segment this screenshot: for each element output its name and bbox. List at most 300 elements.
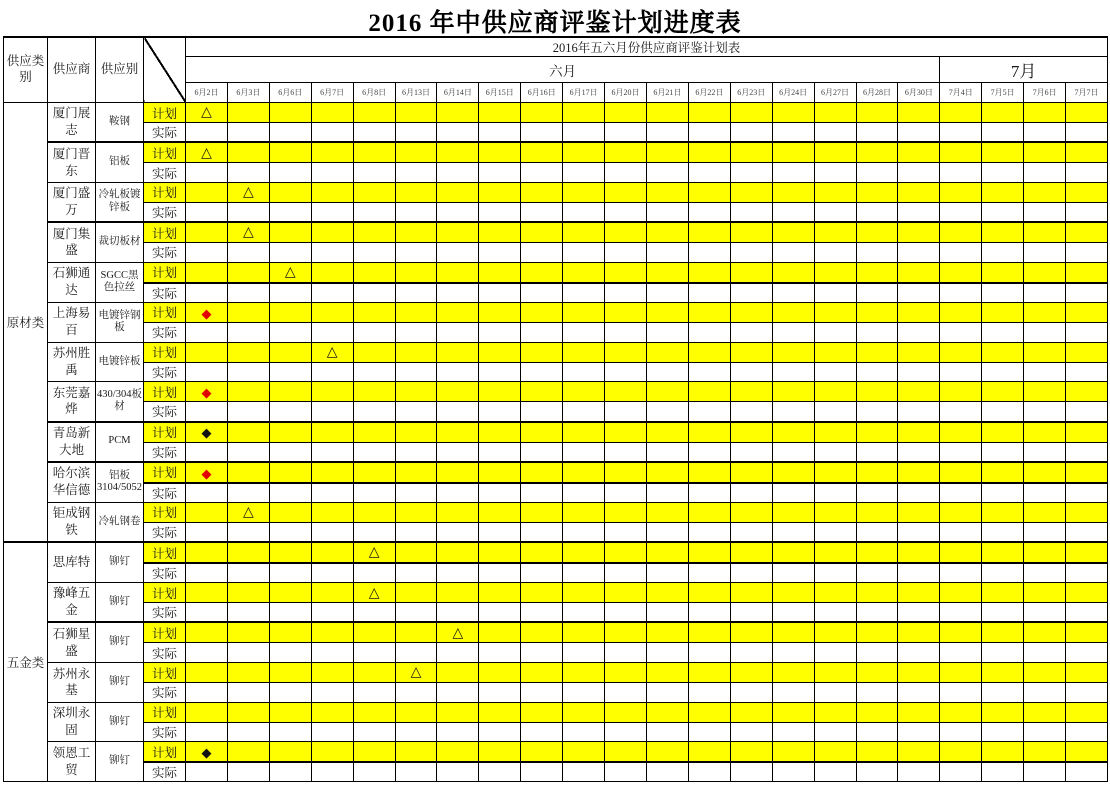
schedule-cell: [898, 742, 940, 763]
schedule-cell: [227, 603, 269, 623]
schedule-cell: [437, 362, 479, 382]
date-header: 6月28日: [856, 83, 898, 103]
schedule-cell: [1024, 182, 1066, 202]
supplier-row-actual: [4, 202, 1108, 222]
schedule-cell: [479, 182, 521, 202]
schedule-cell: [1024, 483, 1066, 503]
schedule-cell: [605, 483, 647, 503]
schedule-cell: [521, 262, 563, 283]
schedule-cell: [227, 563, 269, 583]
schedule-cell: [437, 683, 479, 703]
schedule-cell: [269, 442, 311, 462]
schedule-cell: [982, 563, 1024, 583]
supplier-row-plan: [4, 262, 1108, 283]
schedule-cell: [646, 442, 688, 462]
schedule-cell: [772, 103, 814, 123]
schedule-cell: [521, 422, 563, 443]
supplier-row-actual: [4, 402, 1108, 422]
schedule-cell: [730, 603, 772, 623]
schedule-cell: [940, 362, 982, 382]
schedule-cell: [940, 643, 982, 663]
schedule-cell: [437, 182, 479, 202]
schedule-cell: [186, 702, 228, 722]
schedule-cell: [395, 483, 437, 503]
schedule-cell: [646, 462, 688, 483]
schedule-cell: [605, 302, 647, 322]
schedule-cell: [940, 683, 982, 703]
actual-label-cell: 实际: [144, 522, 186, 542]
schedule-cell: [688, 522, 730, 542]
schedule-cell: [898, 442, 940, 462]
schedule-cell: [563, 342, 605, 362]
schedule-cell: [353, 422, 395, 443]
schedule-cell: [898, 702, 940, 722]
schedule-cell: [646, 402, 688, 422]
date-header: 6月17日: [563, 83, 605, 103]
schedule-cell: [227, 142, 269, 163]
diamond-marker-icon: ◆: [201, 385, 212, 401]
schedule-cell: [814, 262, 856, 283]
date-header: 6月22日: [688, 83, 730, 103]
schedule-cell: [311, 163, 353, 183]
schedule-cell: [311, 402, 353, 422]
schedule-cell: [1066, 262, 1108, 283]
schedule-cell: [688, 483, 730, 503]
schedule-cell: [353, 182, 395, 202]
triangle-marker-icon: △: [368, 545, 380, 561]
schedule-cell: [730, 442, 772, 462]
schedule-cell: [227, 502, 269, 522]
schedule-cell: [1066, 222, 1108, 243]
plan-label-cell: 计划: [144, 342, 186, 362]
schedule-cell: [186, 163, 228, 183]
schedule-cell: [688, 583, 730, 603]
schedule-cell: [1066, 142, 1108, 163]
schedule-cell: [186, 742, 228, 763]
schedule-cell: [730, 342, 772, 362]
schedule-cell: [1024, 262, 1066, 283]
schedule-cell: [1024, 362, 1066, 382]
schedule-cell: [563, 382, 605, 402]
schedule-cell: [311, 483, 353, 503]
schedule-cell: [688, 123, 730, 143]
schedule-cell: [898, 182, 940, 202]
schedule-cell: [898, 663, 940, 683]
schedule-cell: [940, 322, 982, 342]
schedule-cell: [395, 222, 437, 243]
schedule-cell: [1066, 243, 1108, 263]
schedule-cell: [1066, 603, 1108, 623]
schedule-cell: [353, 742, 395, 763]
schedule-cell: [437, 522, 479, 542]
schedule-cell: [437, 663, 479, 683]
schedule-cell: [688, 762, 730, 782]
schedule-cell: [646, 603, 688, 623]
schedule-cell: [1024, 163, 1066, 183]
schedule-cell: [353, 683, 395, 703]
schedule-cell: [1066, 683, 1108, 703]
schedule-cell: [1066, 382, 1108, 402]
schedule-cell: [186, 583, 228, 603]
schedule-cell: [563, 422, 605, 443]
supplier-row-actual: [4, 283, 1108, 303]
schedule-cell: [814, 382, 856, 402]
schedule-cell: [940, 302, 982, 322]
schedule-cell: [269, 342, 311, 362]
schedule-cell: [856, 283, 898, 303]
schedule-cell: [940, 622, 982, 643]
schedule-cell: [479, 483, 521, 503]
schedule-cell: [479, 442, 521, 462]
schedule-cell: [563, 283, 605, 303]
schedule-cell: [1066, 322, 1108, 342]
schedule-cell: [437, 722, 479, 742]
schedule-cell: [1066, 583, 1108, 603]
corner-header-0: 供应类别: [4, 37, 48, 103]
schedule-table: [3, 36, 1108, 782]
schedule-cell: [856, 603, 898, 623]
schedule-cell: [856, 502, 898, 522]
schedule-cell: [772, 563, 814, 583]
schedule-cell: [605, 382, 647, 402]
schedule-cell: [395, 583, 437, 603]
schedule-cell: [814, 462, 856, 483]
schedule-cell: [982, 202, 1024, 222]
schedule-cell: [605, 643, 647, 663]
schedule-cell: [772, 603, 814, 623]
schedule-cell: [940, 462, 982, 483]
schedule-cell: [605, 402, 647, 422]
schedule-cell: [479, 702, 521, 722]
schedule-cell: [814, 422, 856, 443]
schedule-cell: [227, 342, 269, 362]
schedule-cell: [1024, 442, 1066, 462]
schedule-cell: [982, 262, 1024, 283]
schedule-cell: [395, 382, 437, 402]
schedule-cell: [1024, 622, 1066, 643]
material-cell: 铆钉: [96, 663, 144, 703]
schedule-cell: [1066, 542, 1108, 563]
schedule-cell: [353, 603, 395, 623]
schedule-cell: [353, 542, 395, 563]
schedule-cell: [982, 583, 1024, 603]
schedule-cell: [898, 542, 940, 563]
schedule-cell: [814, 683, 856, 703]
schedule-cell: [1024, 742, 1066, 763]
schedule-cell: [982, 742, 1024, 763]
schedule-cell: [856, 182, 898, 202]
schedule-cell: [688, 622, 730, 643]
schedule-cell: [353, 702, 395, 722]
schedule-cell: [1024, 522, 1066, 542]
schedule-cell: [605, 243, 647, 263]
schedule-cell: [646, 322, 688, 342]
schedule-cell: [311, 202, 353, 222]
schedule-cell: [479, 542, 521, 563]
schedule-cell: [269, 462, 311, 483]
schedule-cell: [898, 362, 940, 382]
schedule-cell: [479, 462, 521, 483]
diamond-marker-icon: ◆: [201, 305, 212, 321]
schedule-cell: [898, 583, 940, 603]
supplier-row-plan: [4, 103, 1108, 123]
schedule-cell: [353, 362, 395, 382]
schedule-cell: [772, 502, 814, 522]
schedule-cell: [395, 502, 437, 522]
schedule-cell: [186, 442, 228, 462]
schedule-cell: [227, 382, 269, 402]
schedule-table-body: [4, 103, 1108, 782]
material-cell: 铝板3104/5052: [96, 462, 144, 503]
schedule-cell: [437, 603, 479, 623]
date-header: 6月2日: [186, 83, 228, 103]
schedule-cell: [269, 163, 311, 183]
schedule-cell: [479, 722, 521, 742]
schedule-cell: [437, 402, 479, 422]
schedule-cell: [521, 402, 563, 422]
schedule-cell: [898, 222, 940, 243]
schedule-cell: [772, 542, 814, 563]
material-cell: 铆钉: [96, 702, 144, 741]
schedule-cell: [353, 262, 395, 283]
schedule-cell: [1024, 283, 1066, 303]
material-cell: 冷轧板镀锌板: [96, 182, 144, 222]
date-header: 6月27日: [814, 83, 856, 103]
schedule-cell: [521, 563, 563, 583]
schedule-cell: [479, 402, 521, 422]
schedule-cell: [563, 202, 605, 222]
schedule-cell: [1066, 123, 1108, 143]
schedule-cell: [605, 123, 647, 143]
schedule-cell: [563, 182, 605, 202]
schedule-cell: [646, 683, 688, 703]
schedule-cell: [605, 542, 647, 563]
schedule-cell: [814, 322, 856, 342]
schedule-cell: [772, 622, 814, 643]
schedule-cell: [269, 603, 311, 623]
schedule-cell: [772, 483, 814, 503]
supplier-name-cell: 厦门展志: [48, 103, 96, 143]
supplier-row-actual: [4, 603, 1108, 623]
schedule-cell: [605, 722, 647, 742]
schedule-cell: [772, 583, 814, 603]
material-cell: 鞍钢: [96, 103, 144, 143]
schedule-cell: [227, 542, 269, 563]
schedule-cell: [521, 202, 563, 222]
schedule-cell: [479, 163, 521, 183]
schedule-cell: [437, 742, 479, 763]
schedule-cell: [772, 302, 814, 322]
supplier-name-cell: 思库特: [48, 542, 96, 583]
schedule-cell: [186, 483, 228, 503]
schedule-cell: [395, 762, 437, 782]
schedule-cell: [688, 163, 730, 183]
schedule-cell: [856, 202, 898, 222]
schedule-cell: [605, 422, 647, 443]
plan-label-cell: 计划: [144, 302, 186, 322]
schedule-cell: [1066, 103, 1108, 123]
schedule-cell: [688, 222, 730, 243]
schedule-cell: [730, 683, 772, 703]
schedule-cell: [814, 563, 856, 583]
date-header: 7月6日: [1024, 83, 1066, 103]
schedule-cell: [563, 302, 605, 322]
schedule-cell: [186, 382, 228, 402]
schedule-cell: [437, 342, 479, 362]
material-cell: 铆钉: [96, 542, 144, 583]
date-header: 6月6日: [269, 83, 311, 103]
date-header: 7月5日: [982, 83, 1024, 103]
schedule-cell: [856, 163, 898, 183]
schedule-cell: [688, 643, 730, 663]
schedule-cell: [521, 243, 563, 263]
schedule-cell: [1066, 643, 1108, 663]
schedule-cell: [856, 643, 898, 663]
schedule-cell: [227, 583, 269, 603]
schedule-cell: [605, 442, 647, 462]
schedule-cell: [353, 762, 395, 782]
schedule-cell: [186, 603, 228, 623]
supplier-row-actual: [4, 123, 1108, 143]
schedule-cell: [940, 342, 982, 362]
schedule-cell: [856, 382, 898, 402]
schedule-cell: [814, 742, 856, 763]
schedule-cell: [353, 502, 395, 522]
plan-label-cell: 计划: [144, 702, 186, 722]
schedule-cell: [311, 742, 353, 763]
schedule-cell: [730, 722, 772, 742]
schedule-cell: [563, 462, 605, 483]
schedule-cell: [940, 222, 982, 243]
material-cell: 铆钉: [96, 742, 144, 782]
schedule-cell: [940, 742, 982, 763]
schedule-cell: [940, 402, 982, 422]
schedule-cell: [186, 762, 228, 782]
schedule-cell: [898, 422, 940, 443]
schedule-cell: [646, 222, 688, 243]
schedule-cell: [982, 442, 1024, 462]
schedule-cell: [227, 683, 269, 703]
schedule-cell: [311, 603, 353, 623]
schedule-cell: [1066, 522, 1108, 542]
month-header-1: 7月: [940, 57, 1108, 83]
schedule-cell: [772, 182, 814, 202]
schedule-cell: [227, 722, 269, 742]
schedule-cell: [186, 663, 228, 683]
schedule-cell: [940, 142, 982, 163]
schedule-cell: [898, 163, 940, 183]
schedule-cell: [479, 622, 521, 643]
schedule-cell: [646, 622, 688, 643]
schedule-cell: [730, 123, 772, 143]
schedule-cell: [605, 362, 647, 382]
schedule-cell: [186, 402, 228, 422]
schedule-cell: [646, 283, 688, 303]
schedule-cell: [186, 142, 228, 163]
schedule-cell: [521, 442, 563, 462]
schedule-cell: [814, 502, 856, 522]
material-cell: 电镀锌板: [96, 342, 144, 382]
schedule-cell: [688, 683, 730, 703]
actual-label-cell: 实际: [144, 603, 186, 623]
page-title: 2016 年中供应商评鉴计划进度表: [368, 10, 742, 37]
date-header: 7月4日: [940, 83, 982, 103]
schedule-cell: [982, 622, 1024, 643]
schedule-cell: [353, 483, 395, 503]
schedule-cell: [395, 722, 437, 742]
supplier-row-plan: [4, 663, 1108, 683]
schedule-cell: [395, 322, 437, 342]
schedule-cell: [605, 502, 647, 522]
date-header: 6月20日: [605, 83, 647, 103]
schedule-cell: [814, 142, 856, 163]
schedule-cell: [395, 702, 437, 722]
supplier-row-actual: [4, 683, 1108, 703]
material-cell: 铝板: [96, 142, 144, 182]
schedule-cell: [772, 722, 814, 742]
schedule-cell: [311, 243, 353, 263]
schedule-cell: [856, 542, 898, 563]
schedule-cell: [982, 182, 1024, 202]
schedule-cell: [646, 103, 688, 123]
schedule-cell: [898, 762, 940, 782]
schedule-cell: [898, 103, 940, 123]
schedule-cell: [940, 762, 982, 782]
schedule-cell: [898, 142, 940, 163]
schedule-cell: [1066, 663, 1108, 683]
schedule-cell: [898, 462, 940, 483]
schedule-cell: [353, 123, 395, 143]
schedule-cell: [856, 362, 898, 382]
schedule-cell: [311, 502, 353, 522]
supplier-row-plan: [4, 742, 1108, 763]
schedule-cell: [730, 402, 772, 422]
schedule-cell: [395, 462, 437, 483]
supplier-row-actual: [4, 643, 1108, 663]
schedule-cell: [269, 222, 311, 243]
schedule-cell: [1066, 283, 1108, 303]
schedule-cell: [772, 142, 814, 163]
supplier-name-cell: 苏州永基: [48, 663, 96, 703]
material-cell: 电镀锌钢板: [96, 302, 144, 342]
schedule-cell: [1024, 643, 1066, 663]
schedule-cell: [1024, 103, 1066, 123]
schedule-cell: [1066, 362, 1108, 382]
schedule-cell: [395, 202, 437, 222]
schedule-cell: [1024, 762, 1066, 782]
schedule-cell: [940, 563, 982, 583]
schedule-cell: [730, 142, 772, 163]
schedule-cell: [982, 483, 1024, 503]
schedule-cell: [227, 103, 269, 123]
schedule-cell: [646, 362, 688, 382]
schedule-cell: [395, 283, 437, 303]
schedule-cell: [1066, 722, 1108, 742]
schedule-cell: [353, 163, 395, 183]
schedule-cell: [1066, 622, 1108, 643]
schedule-cell: [856, 442, 898, 462]
schedule-cell: [605, 222, 647, 243]
schedule-cell: [1024, 722, 1066, 742]
supplier-name-cell: 苏州胜禹: [48, 342, 96, 382]
schedule-cell: [269, 362, 311, 382]
plan-label-cell: 计划: [144, 103, 186, 123]
schedule-cell: [730, 563, 772, 583]
schedule-cell: [479, 103, 521, 123]
schedule-cell: [982, 722, 1024, 742]
schedule-cell: [521, 722, 563, 742]
schedule-cell: [982, 322, 1024, 342]
